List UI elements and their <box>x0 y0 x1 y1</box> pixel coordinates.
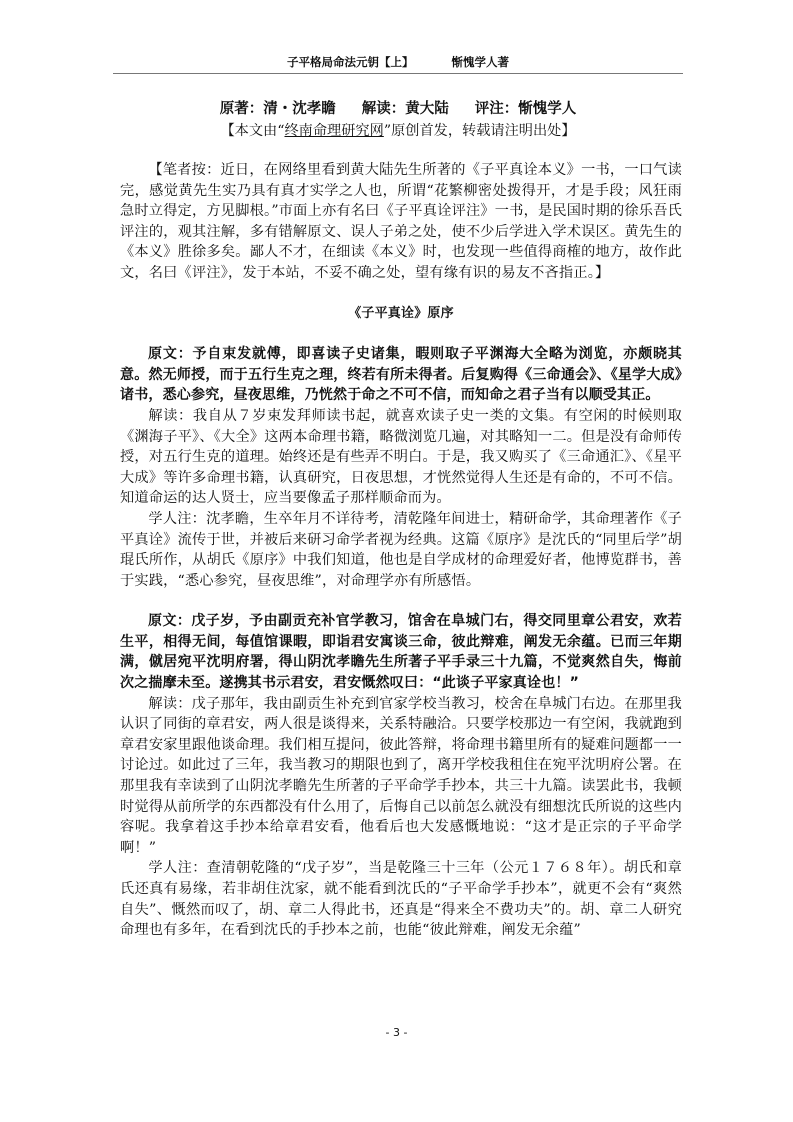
source-link[interactable]: 终南命理研究网 <box>284 123 384 139</box>
byline <box>113 97 683 118</box>
page-number: - 3 - <box>385 1026 408 1039</box>
notice-prefix: 【本文由“ <box>220 123 285 139</box>
byline-commentary: 评注：惭愧学人 <box>474 101 577 117</box>
header-rule <box>113 73 683 74</box>
interpretation-2: 解读：戊子那年，我由副贡生补充到官家学校当教习，校舍在阜城门右边。在那里我认识了同街的章君安，两人很是谈得来，关系特融洽。只要学校那边一有空闲，我就跑到章君安家里跟他谈命理。我们相互提问，彼此答辩，将命理书籍里所有的疑难问题都一一讨论过。如此过了三年，我当教习的期限也到了，离开学校我租住在宛平沈明府公署。在那里我有幸读到了山阴沈孝瞻先生所著的子平命学手抄本，共三十九篇。读罢此书，我顿时觉得从前所学的东西都没有什么用了，后悔自己以前怎么就没有细想沈氏所说的这些内容呢。我拿着这手抄本给章君安看，他看后也大发感慨地说：“这才是正宗的子平命学啊！” <box>120 695 682 856</box>
original-text-2: 原文：戊子岁，予由副贡充补官学教习，馆舍在阜城门右，得交同里章公君安，欢若生平，相得无间，每值馆课暇，即诣君安寓谈三命，彼此辩难，阐发无余蕴。已而三年期满，僦居宛平沈明府署，得山阴沈孝瞻先生所著子平手录三十九篇，不觉爽然自失，悔前次之揣摩未至。遂携其书示君安，君安慨然叹曰：“此谈子平家真诠也！” <box>120 613 682 692</box>
preface-note: 【笔者按：近日，在网络里看到黄大陆先生所著的《子平真诠本义》一书，一口气读完，感觉黄先生实乃具有真才实学之人也，所谓“花繁柳密处拨得开，才是手段；风狂雨急时立得定，方见脚根。”市面上亦有名曰《子平真诠评注》一书，是民国时期的徐乐吾氏评注的，观其注解，多有错解原文、误人子弟之处，使不少后学进入学术误区。黄先生的《本义》胜徐多矣。鄙人不才，在细读《本义》时，也发现一些值得商榷的地方，故作此文，名曰《评注》，发于本站，不妥不确之处，望有缘有识的易友不吝指正。】 <box>120 162 682 281</box>
notice-suffix: ”原创首发，转载请注明出处】 <box>383 123 576 139</box>
running-header <box>113 54 683 70</box>
interpretation-1: 解读：我自从７岁束发拜师读书起，就喜欢读子史一类的文集。有空闲的时候则取《渊海子平》、《大全》这两本命理书籍，略微浏览几遍，对其略知一二。但是没有命师传授，对五行生克的道理。始终还是有些弄不明白。于是，我又购买了《三命通汇》、《星平大成》等许多命理书籍，认真研究，日夜思想，才恍然觉得人生还是有命的，不可不信。知道命运的达人贤士，应当要像孟子那样顺命而为。 <box>120 407 682 507</box>
copyright-notice <box>113 120 683 140</box>
header-title: 子平格局命法元钥【上】 <box>287 55 414 69</box>
commentary-1: 学人注：沈孝瞻，生卒年月不详待考，清乾隆年间进士，精研命学，其命理著作《子平真诠》流传于世，并被后来研习命学者视为经典。这篇《原序》是沈氏的“同里后学”胡琨氏所作，从胡氏《原序》中我们知道，他也是自学成材的命理爱好者，他博览群书，善于实践，“悉心参究，昼夜思维”，对命理学亦有所感悟。 <box>120 510 682 589</box>
header-author: 惭愧学人著 <box>451 55 509 69</box>
document-body <box>120 150 682 941</box>
byline-original: 原著：清・沈孝瞻 <box>219 101 336 117</box>
byline-interpretation: 解读：黄大陆 <box>361 101 449 117</box>
original-text-1: 原文：予自束发就傅，即喜读子史诸集，暇则取子平渊海大全略为浏览，亦颇晓其意。然无师授，而于五行生克之理，终若有所未得者。后复购得《三命通会》、《星学大成》诸书，悉心参究，昼夜思维，乃恍然于命之不可不信，而知命之君子当有以顺受其正。 <box>120 346 682 404</box>
section-title: 《子平真诠》原序 <box>348 305 454 321</box>
commentary-2: 学人注：查清朝乾隆的“戊子岁”，当是乾隆三十三年（公元１７６８年）。胡氏和章氏还真有易缘，若非胡住沈家，就不能看到沈氏的“子平命学手抄本”，就更不会有“爽然自失”、慨然而叹了，胡、章二人得此书，还真是“得来全不费功夫”的。胡、章二人研究命理也有多年，在看到沈氏的手抄本之前，也能“彼此辩难，阐发无余蕴” <box>120 860 682 939</box>
